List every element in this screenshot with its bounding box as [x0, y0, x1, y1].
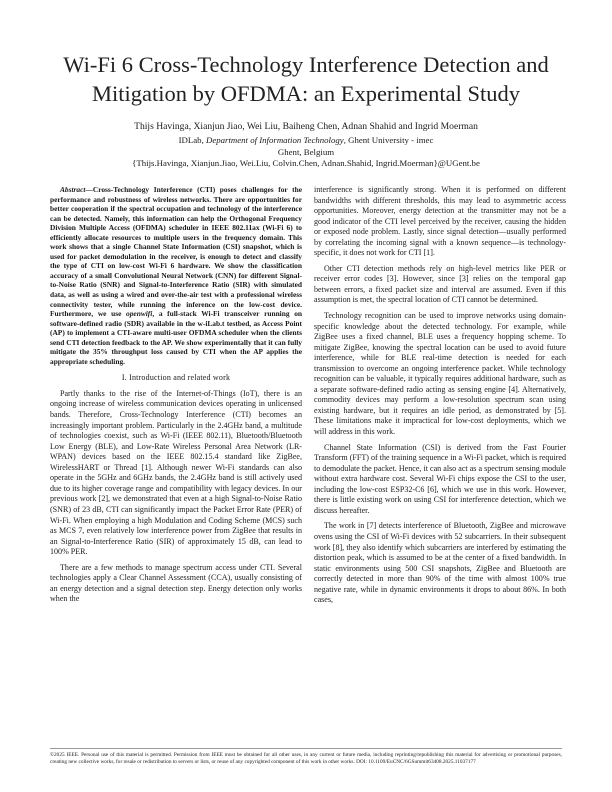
affiliation-university: , Ghent University - imec	[343, 135, 434, 145]
affiliation	[40, 135, 572, 170]
abstract-openwifi: openwifi	[126, 309, 153, 319]
body-paragraph: There are a few methods to manage spectrum access under CTI. Several technologies apply a Clear Channel Assessment (CCA), usually consisting of an energy detection and a signal detection step. Energy detection only works when the	[50, 562, 302, 604]
affiliation-department: Department of Information Technology	[205, 135, 344, 145]
affiliation-location: Ghent, Belgium	[277, 146, 335, 157]
author-list: Thijs Havinga, Xianjun Jiao, Wei Liu, Baiheng Chen, Adnan Shahid and Ingrid Moerman	[134, 121, 478, 132]
abstract	[50, 185, 302, 366]
affiliation-lab: IDLab,	[178, 135, 206, 145]
author-emails: {Thijs.Havinga, Xianjun.Jiao, Wei.Liu, Colvin.Chen, Adnan.Shahid, Ingrid.Moerman}@UGent.be	[132, 158, 480, 168]
abstract-text-1: —Cross-Technology Interference (CTI) poses challenges for the performance and robustness of wireless networks. There are opportunities for better cooperation if the spectral occupation and technology of the interference can be detected. Namely, this information can help the Orthogonal Frequency Division Multiple Access (OFDMA) scheduler in IEEE 802.11ax (Wi-Fi 6) to efficiently allocate resources to multiple users in the frequency domain. This work shows that a single Channel State Information (CSI) snapshot, which is used for packet demodulation in the receiver, is enough to detect and classify the type of CTI on low-cost Wi-Fi 6 hardware. We show the classification accuracy of a small Convolutional Neural Network (CNN) for different Signal-to-Noise Ratio (SNR) and Signal-to-Interference Ratio (SIR) with simulated data, as well as using a wired and over-the-air test with a professional wireless connectivity tester, while running the inference on the low-cost device. Furthermore, we use	[50, 185, 302, 319]
body-paragraph: Partly thanks to the rise of the Internet-of-Things (IoT), there is an ongoing increase of wireless communication devices operating in unlicensed bands. Therefore, Cross-Technology Interference (CTI) becomes an increasingly important problem. Particularly in the 2.4GHz band, a multitude of technologies coexist, such as Wi-Fi (IEEE 802.11), Bluetooth/Bluetooth Low Energy (BLE), and Low-Rate Wireless Personal Area Network (LR-WPAN) devices based on the IEEE 802.15.4 standard like ZigBee, WirelessHART or Thread [1]. Although newer Wi-Fi standards can also operate in the 5GHz and 6GHz bands, the 2.4GHz band is still actively used due to its higher coverage range and compatibility with legacy devices. In our previous work [2], we demonstrated that even at a high Signal-to-Noise Ratio (SNR) of 23 dB, CTI can significantly impact the Packet Error Rate (PER) of Wi-Fi. When employing a high Modulation and Coding Scheme (MCS) such as MCS 7, even relatively low interference power from ZigBee that results in an Signal-to-Interference Ratio (SIR) of approximately 15 dB, can lead to 100% PER.	[50, 388, 302, 557]
abstract-label: Abstract	[60, 185, 86, 194]
abstract-text-2: , a full-stack Wi-Fi transceiver running on software-defined radio (SDR) available in the w-iLab.t testbed, as Access Point (AP) to implement a CTI-aware multi-user OFDMA scheduler when the clients send CTI detection feedback to the AP. We show experimentally that it can fully mitigate the 35% throughput loss caused by CTI when the AP applies the appropriate scheduling.	[50, 309, 302, 366]
body-paragraph: Technology recognition can be used to improve networks using domain-specific knowledge about the detected technology. For example, while ZigBee uses a fixed channel, BLE uses a frequency hopping scheme. To mitigate ZigBee, knowing the spectral location can be used to avoid future interference, while for BLE real-time detection is needed for each transmission to overcome an ongoing interference packet. While technology recognition can be valuable, it typically requires additional hardware, such as a separate software-defined radio acting as sensing engine [4]. Alternatively, commodity devices may perform a low-resolution spectrum scan using existing hardware, but it requires an idle period, as demonstrated by [5]. These limitations make it impractical for low-cost deployments, which we will address in this work.	[314, 311, 566, 437]
body-paragraph: Channel State Information (CSI) is derived from the Fast Fourier Transform (FFT) of the training sequence in a Wi-Fi packet, which is required to demodulate the packet. Hence, it can also act as a spectrum sensing module without extra hardware cost. Several Wi-Fi chips expose the CSI to the user, including the low-cost ESP32-C6 [6], which we use in this work. However, there is little existing work on using CSI for interference detection, which we discuss hereafter.	[314, 442, 566, 515]
left-column	[50, 185, 302, 605]
copyright-notice: ©2025 IEEE. Personal use of this material is permitted. Permission from IEEE must be obtained for all other uses, in any current or future media, including reprinting/republishing this material for advertising or promotional purposes, creating new collective works, for resale or redistribution to servers or lists, or reuse of any copyrighted component of this work in other works. DOI: 10.1109/EuCNC/6GSummit63408.2025.11037177	[50, 748, 562, 765]
paper-title: Wi-Fi 6 Cross-Technology Interference Detection and Mitigation by OFDMA: an Experimental Study	[63, 52, 549, 106]
section-heading: I. Introduction and related work	[121, 373, 231, 383]
affiliation-institution	[40, 135, 572, 147]
body-paragraph: The work in [7] detects interference of Bluetooth, ZigBee and microwave ovens using the CSI of Wi-Fi devices with 52 subcarriers. In their subsequent work [8], they also identify which subcarriers are interfered by estimating the distortion peak, which is assumed to be at the center of a fixed bandwidth. In static environments using 500 CSI snapshots, ZigBee and Bluetooth are correctly detected in more than 90% of the time with almost 100% true negative rate, while in dynamic environments it drops to about 86%. In both cases,	[314, 521, 566, 605]
body-paragraph: interference is significantly strong. When it is performed on different bandwidths with different thresholds, this may lead to asymmetric access opportunities. Moreover, energy detection at the transmitter may not be a good indicator of the CTI level perceived by the receiver, causing the hidden or exposed node problem. Lastly, since signal detection—usually performed by correlating the incoming signal with a known sequence—is technology-specific, it does not work for CTI [1].	[314, 185, 566, 258]
body-paragraph: Other CTI detection methods rely on high-level metrics like PER or receiver error codes [3]. However, since [3] relies on the temporal gap between errors, a fixed packet size and interval are assumed. Even if this assumption is met, the spectral location of CTI cannot be determined.	[314, 263, 566, 305]
right-column	[314, 185, 566, 606]
